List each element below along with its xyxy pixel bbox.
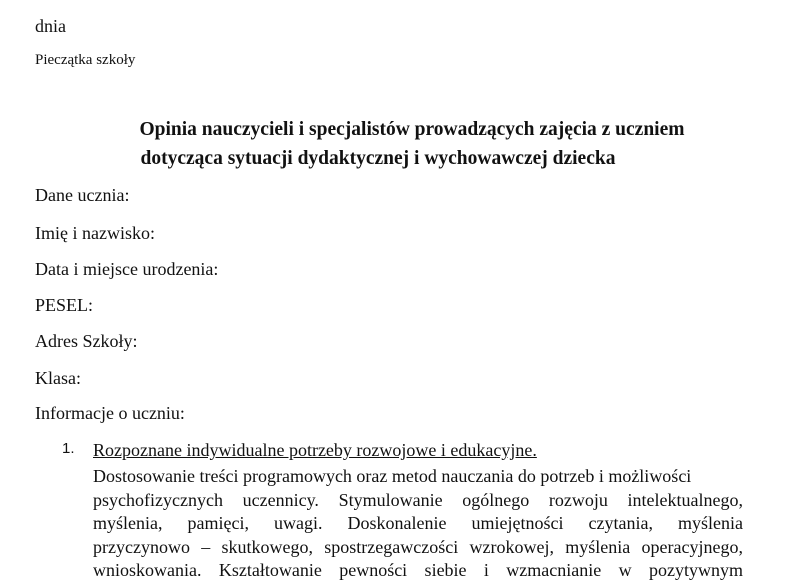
field-name: Imię i nazwisko:	[35, 223, 155, 243]
list-item-number: 1.	[62, 440, 75, 457]
document-title-line-1: Opinia nauczycieli i specjalistów prowadzących zajęcia z uczniem	[139, 119, 685, 140]
paragraph-line: Dostosowanie treści programowych oraz metod nauczania do potrzeb i możliwości	[93, 466, 692, 486]
list-item-paragraph	[93, 465, 743, 583]
field-birth-date-place: Data i miejsce urodzenia:	[35, 259, 219, 279]
date-label: dnia	[35, 16, 66, 36]
paragraph-line: przyczynowo – skutkowego, spostrzegawczości wzrokowej, myślenia operacyjnego,	[93, 536, 743, 557]
school-stamp-label: Pieczątka szkoły	[35, 52, 136, 68]
paragraph-line: psychofizycznych uczennicy. Stymulowanie ogólnego rozwoju intelektualnego,	[93, 489, 743, 510]
field-student-info: Informacje o uczniu:	[35, 403, 185, 423]
field-pesel: PESEL:	[35, 295, 94, 315]
field-school-address: Adres Szkoły:	[35, 331, 138, 351]
paragraph-line: wnioskowania. Kształtowanie pewności siebie i wzmacnianie w pozytywnym	[93, 560, 743, 580]
field-student-data: Dane ucznia:	[35, 185, 130, 205]
field-class: Klasa:	[35, 368, 81, 388]
list-item-heading: Rozpoznane indywidualne potrzeby rozwojowe i edukacyjne.	[93, 440, 537, 460]
paragraph-line: myślenia, pamięci, uwagi. Doskonalenie umiejętności czytania, myślenia	[93, 513, 743, 533]
document-title-line-2: dotycząca sytuacji dydaktycznej i wychowawczej dziecka	[140, 148, 616, 169]
